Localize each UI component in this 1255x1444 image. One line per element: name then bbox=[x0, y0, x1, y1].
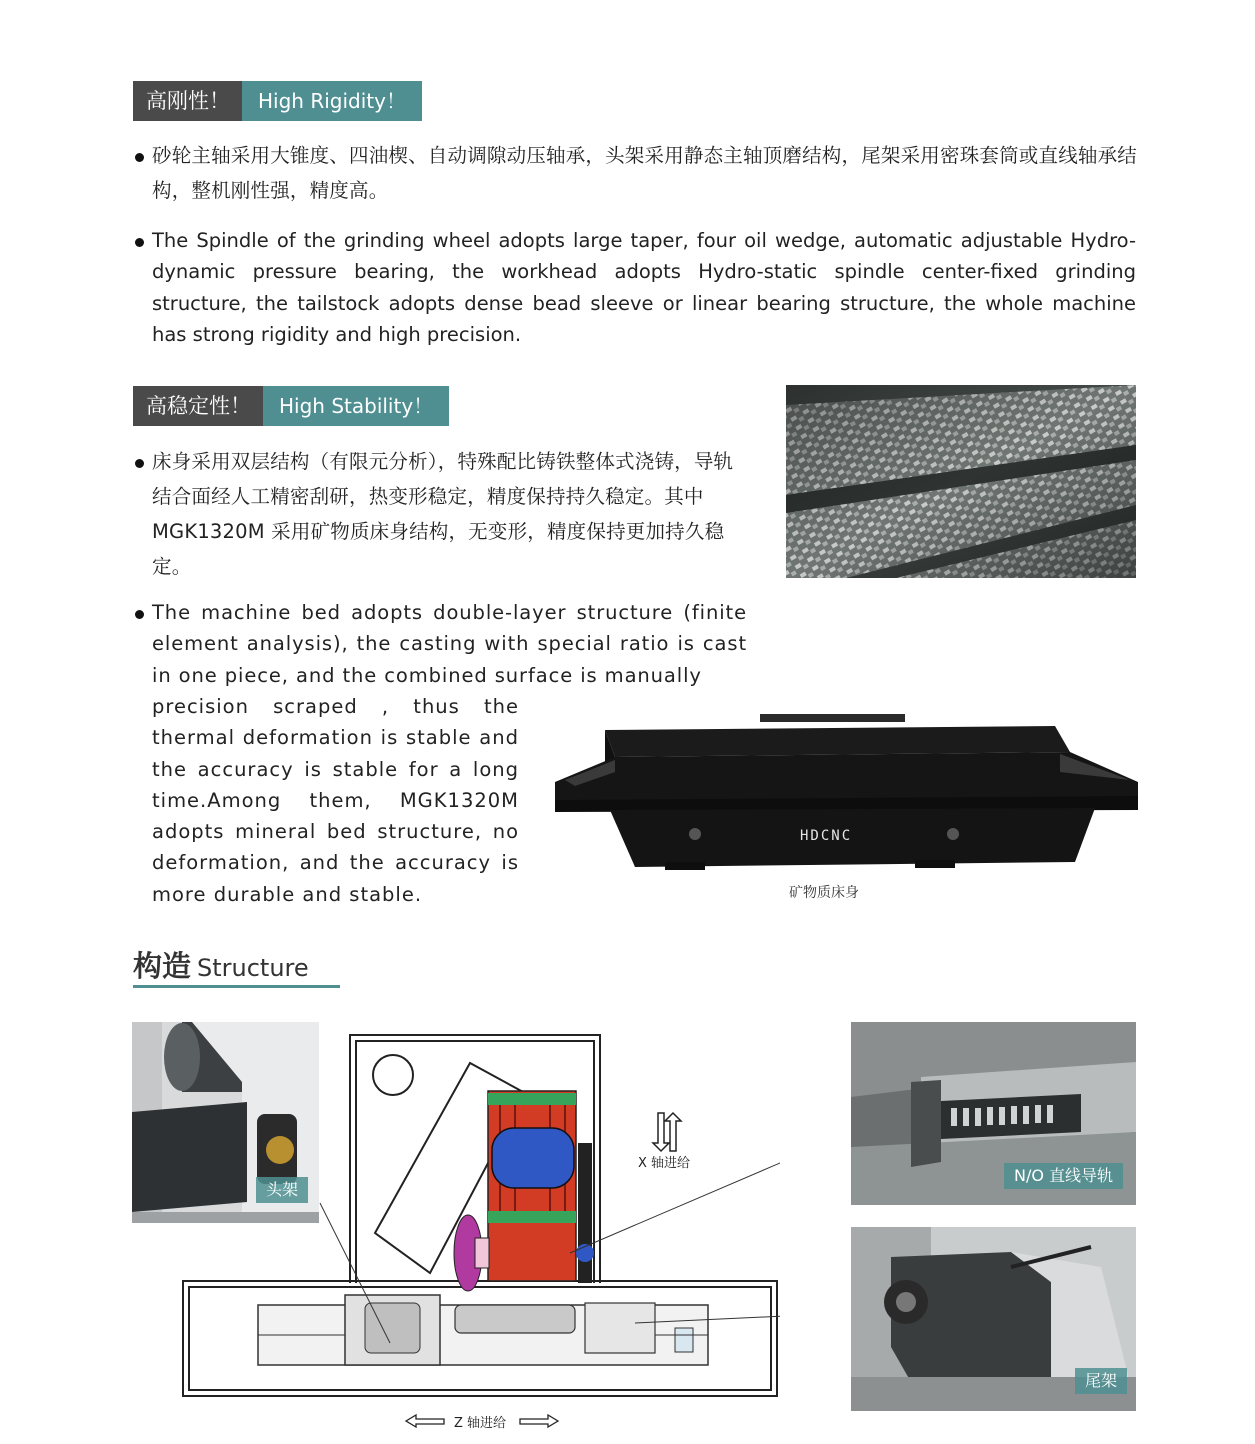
mineral-bed-image bbox=[555, 712, 1138, 874]
bullet-dot bbox=[135, 153, 144, 162]
headstock-label: 头架 bbox=[256, 1177, 308, 1203]
stability-bullet-cn: 床身采用双层结构（有限元分析），特殊配比铸铁整体式浇铸，导轨结合面经人工精密刮研，热变形稳定，精度保持持久稳定。其中 MGK1320M 采用矿物质床身结构，无变形，精度保持更加持久稳定。 bbox=[152, 450, 734, 578]
stability-bullet-en-wide: The machine bed adopts double-layer structure (finite element analysis), the casting with special ratio is cast in one piece, and the combined surface is manually bbox=[152, 601, 747, 687]
stability-header bbox=[133, 386, 449, 426]
linear-guide-label: N/O 直线导轨 bbox=[1004, 1163, 1123, 1189]
structure-title-en: Structure bbox=[197, 954, 309, 982]
scraped-guideway-photo bbox=[786, 385, 1136, 578]
rigidity-header bbox=[133, 81, 422, 121]
stability-header-cn: 高稳定性！ bbox=[133, 386, 263, 426]
bed-caption: 矿物质床身 bbox=[789, 885, 859, 901]
z-feed-label: Z 轴进给 bbox=[454, 1416, 507, 1431]
z-feed-indicator bbox=[404, 1410, 560, 1432]
structure-diagram bbox=[180, 1033, 780, 1398]
stability-header-en: High Stability！ bbox=[263, 386, 449, 426]
structure-title bbox=[133, 944, 309, 985]
structure-underline bbox=[133, 985, 340, 988]
tailstock-photo bbox=[851, 1227, 1136, 1411]
linear-guide-photo bbox=[851, 1022, 1136, 1205]
structure-title-cn: 构造 bbox=[133, 949, 192, 983]
rigidity-bullet-cn: 砂轮主轴采用大锥度、四油楔、自动调隙动压轴承，头架采用静态主轴顶磨结构，尾架采用密珠套筒或直线轴承结构，整机刚性强，精度高。 bbox=[152, 144, 1138, 202]
x-feed-label: X 轴进给 bbox=[638, 1156, 691, 1171]
bullet-dot bbox=[135, 459, 144, 468]
stability-bullet-en-narrow: precision scraped , thus the thermal deformation is stable and the accuracy is stable for a long time.Among them, MGK1320M adopts mineral bed structure, no deformation, and the accuracy is more durable and stable. bbox=[152, 695, 519, 906]
rigidity-header-en: High Rigidity！ bbox=[242, 81, 422, 121]
bed-logo: HDCNC bbox=[800, 828, 853, 844]
rigidity-bullet-en: The Spindle of the grinding wheel adopts large taper, four oil wedge, automatic adjustable Hydro-dynamic pressure bearing, the workhead adopts Hydro-static spindle center-fixed grinding structure, the tailstock adopts dense bead sleeve or linear bearing structure, the whole machine has strong rigidity and high precision. bbox=[152, 229, 1136, 346]
bullet-dot bbox=[135, 610, 144, 619]
bullet-dot bbox=[135, 238, 144, 247]
tailstock-label: 尾架 bbox=[1075, 1368, 1127, 1394]
rigidity-header-cn: 高刚性！ bbox=[133, 81, 242, 121]
